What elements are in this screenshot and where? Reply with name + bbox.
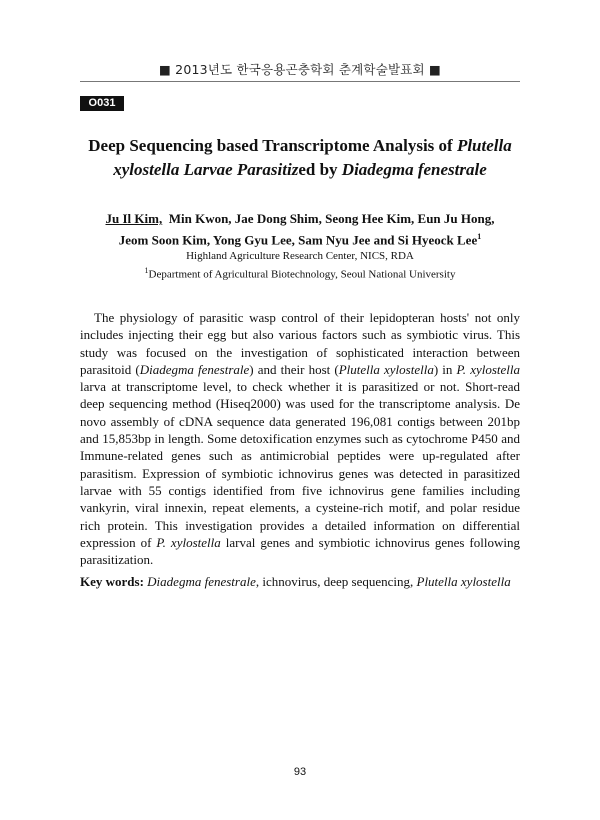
- abstract-species-3: P. xylostella: [456, 361, 521, 377]
- paper-title: [60, 134, 540, 182]
- author-list: [60, 210, 540, 249]
- affiliation-1-mark: 1: [144, 265, 149, 275]
- title-part-2: Plutella xylostella Larvae Parasitiz: [113, 136, 512, 179]
- abstract-species-1: Diadegma fenestrale: [139, 361, 250, 377]
- abstract-text-1: The physiology of parasitic wasp control of their lepidopteran hosts' not only includes injecting their egg but also various factors such as symbiotic virus. This study was focused on the investigation of sophisticated interaction between parasitoid (: [80, 310, 520, 377]
- title-part-4: Diadegma fenestrale: [341, 160, 487, 179]
- paper-id-badge: O031: [80, 96, 124, 111]
- affiliations: [60, 249, 540, 282]
- keyword-1: Diadegma fenestrale: [147, 574, 256, 589]
- keywords: [80, 573, 520, 590]
- author-line-1: Min Kwon, Jae Dong Shim, Seong Hee Kim, Eun Ju Hong,: [162, 211, 495, 226]
- title-part-1: Deep Sequencing based Transcriptome Analysis of: [88, 136, 457, 155]
- abstract-species-4: P. xylostella: [156, 534, 221, 550]
- abstract-text-4: larva at transcriptome level, to check whether it is parasitized or not. Short-read deep sequencing method (Hiseq2000) was used for the transcriptome analysis. De novo assembly of cDNA sequence data generated 196,081 contigs between 201bp and 15,853bp in length. Some detoxification enzymes such as cytochrome P450 and Immune-related genes such as antimicrobial peptides were up-regulated after parasitism. Expression of symbiotic ichnovirus genes was detected in parasitized larvae with 55 contigs identified from five ichnovirus gene families including vankyrin, viral innexin, repeat elements, a cysteine-rich motif, and polar residue rich protein. This investigation provides a detailed information on differential expression of: [80, 379, 520, 550]
- author-line-2: Jeom Soon Kim, Yong Gyu Lee, Sam Nyu Jee and Si Hyeock Lee: [118, 232, 478, 248]
- title-part-3: ed by: [298, 160, 342, 179]
- abstract-text-5: larval genes and symbiotic ichnovirus genes following parasitization.: [80, 534, 520, 568]
- author-affiliation-mark: 1: [477, 232, 482, 241]
- abstract-text-2: ) and their host (: [249, 361, 339, 377]
- keywords-label: Key words:: [80, 574, 148, 589]
- page-number: 93: [293, 766, 307, 778]
- keyword-3: Plutella xylostella: [416, 574, 511, 589]
- affiliation-0: Highland Agriculture Research Center, NICS, RDA: [186, 250, 414, 262]
- affiliation-1: Department of Agricultural Biotechnology, Seoul National University: [148, 268, 456, 281]
- presenting-author: Ju Il Kim,: [105, 211, 163, 226]
- running-header: ■ 2013년도 한국응용곤충학회 춘계학술발표회 ■: [158, 62, 441, 77]
- keyword-2: , ichnovirus, deep sequencing,: [255, 574, 417, 589]
- abstract-species-2: Plutella xylostella: [338, 361, 434, 377]
- abstract-paragraph: [80, 309, 520, 568]
- abstract-text-3: ) in: [433, 361, 457, 377]
- abstract: [80, 309, 520, 568]
- header-rule: [80, 81, 520, 82]
